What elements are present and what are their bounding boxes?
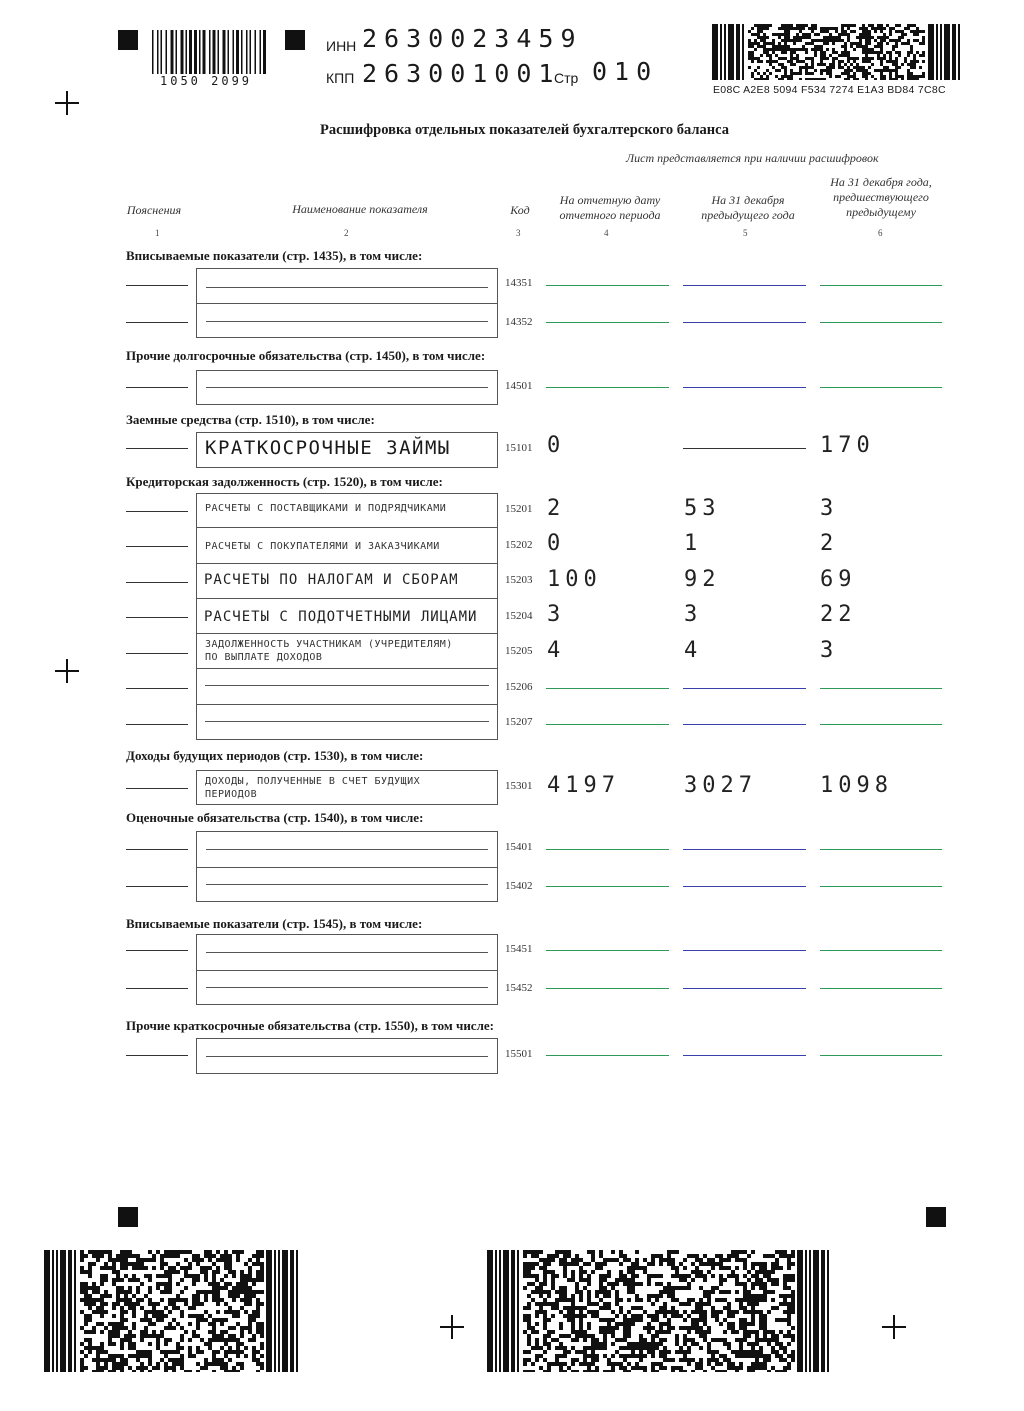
crosshair-mark xyxy=(440,1315,464,1339)
indicator-name-line2: ПО ВЫПЛАТЕ ДОХОДОВ xyxy=(205,652,323,663)
note-line[interactable] xyxy=(126,285,188,286)
note-line[interactable] xyxy=(126,788,188,789)
kpp-label: КПП xyxy=(326,70,355,86)
row-code: 14352 xyxy=(505,316,533,328)
value-line[interactable] xyxy=(683,849,806,850)
registration-square xyxy=(118,1207,138,1227)
col-number-2: 2 xyxy=(344,228,349,238)
section-title: Вписываемые показатели (стр. 1435), в том числе: xyxy=(126,248,423,263)
note-line[interactable] xyxy=(126,653,188,654)
page-label: Стр xyxy=(554,70,579,86)
value-col6: 22 xyxy=(820,602,857,627)
row-code: 14501 xyxy=(505,380,533,392)
col-number-3: 3 xyxy=(516,228,521,238)
value-line[interactable] xyxy=(683,988,806,989)
indicator-name: РАСЧЕТЫ С ПОКУПАТЕЛЯМИ И ЗАКАЗЧИКАМИ xyxy=(205,541,440,552)
inn-value: 2630023459 xyxy=(362,24,583,53)
row-code: 15207 xyxy=(505,716,533,728)
page-value: 010 xyxy=(592,57,659,86)
value-col4: 2 xyxy=(547,496,566,521)
value-line[interactable] xyxy=(683,724,806,725)
value-line[interactable] xyxy=(820,322,942,323)
note-line[interactable] xyxy=(126,617,188,618)
note-line[interactable] xyxy=(126,322,188,323)
note-line[interactable] xyxy=(126,582,188,583)
value-col6: 3 xyxy=(820,496,839,521)
value-col5: 92 xyxy=(684,567,721,592)
row-code: 15301 xyxy=(505,780,533,792)
value-col5: 53 xyxy=(684,496,721,521)
value-line[interactable] xyxy=(546,988,669,989)
value-line[interactable] xyxy=(683,950,806,951)
indicator-name-line2: ПЕРИОДОВ xyxy=(205,789,258,800)
pdf417-barcode-bottom-right xyxy=(487,1250,829,1372)
pdf417-barcode-bottom-left xyxy=(44,1250,298,1372)
col-header-3: Код xyxy=(510,203,530,217)
note-line[interactable] xyxy=(126,950,188,951)
section-title: Вписываемые показатели (стр. 1545), в том числе: xyxy=(126,916,423,931)
section-title: Прочие краткосрочные обязательства (стр. 1550), в том числе: xyxy=(126,1018,494,1033)
note-line[interactable] xyxy=(126,448,188,449)
checksum-text: E08C A2E8 5094 F534 7274 E1A3 BD84 7C8C xyxy=(713,84,946,96)
barcode-number: 1050 2099 xyxy=(160,74,253,88)
value-line[interactable] xyxy=(546,387,669,388)
value-line[interactable] xyxy=(820,950,942,951)
value-col4: 0 xyxy=(547,531,566,556)
indicator-name-line1: ДОХОДЫ, ПОЛУЧЕННЫЕ В СЧЕТ БУДУЩИХ xyxy=(205,776,421,787)
note-line[interactable] xyxy=(126,511,188,512)
registration-square xyxy=(926,1207,946,1227)
value-line[interactable] xyxy=(683,322,806,323)
row-code: 15452 xyxy=(505,982,533,994)
row-code: 15501 xyxy=(505,1048,533,1060)
indicator-name: РАСЧЕТЫ С ПОСТАВЩИКАМИ И ПОДРЯДЧИКАМИ xyxy=(205,503,447,514)
barcode-image xyxy=(152,30,270,74)
value-line[interactable] xyxy=(820,849,942,850)
value-line[interactable] xyxy=(820,886,942,887)
value-col4: 4 xyxy=(547,638,566,663)
col-number-6: 6 xyxy=(878,228,883,238)
value-col6: 170 xyxy=(820,433,875,458)
indicator-name-box xyxy=(196,1038,498,1074)
row-code: 15101 xyxy=(505,442,533,454)
row-code: 15401 xyxy=(505,841,533,853)
row-code: 15202 xyxy=(505,539,533,551)
value-line[interactable] xyxy=(683,688,806,689)
value-line[interactable] xyxy=(820,387,942,388)
value-col4: 4197 xyxy=(547,773,620,798)
section-title: Доходы будущих периодов (стр. 1530), в том числе: xyxy=(126,748,424,763)
value-col5: 3 xyxy=(684,602,703,627)
row-code: 15204 xyxy=(505,610,533,622)
col-number-4: 4 xyxy=(604,228,609,238)
col-number-1: 1 xyxy=(155,228,160,238)
value-line[interactable] xyxy=(546,950,669,951)
value-line[interactable] xyxy=(683,285,806,286)
value-line[interactable] xyxy=(683,387,806,388)
value-line[interactable] xyxy=(820,724,942,725)
value-col5: 3027 xyxy=(684,773,757,798)
col-header-1: Пояснения xyxy=(126,203,182,217)
col-header-5: На 31 декабря предыдущего года xyxy=(701,193,795,222)
value-col4: 3 xyxy=(547,602,566,627)
note-line[interactable] xyxy=(126,988,188,989)
note-line[interactable] xyxy=(126,546,188,547)
value-line[interactable] xyxy=(546,1055,669,1056)
value-line[interactable] xyxy=(546,285,669,286)
note-line[interactable] xyxy=(126,724,188,725)
value-col4: 100 xyxy=(547,567,602,592)
value-line[interactable] xyxy=(546,322,669,323)
row-code: 15205 xyxy=(505,645,533,657)
value-col4: 0 xyxy=(547,433,566,458)
value-col6: 2 xyxy=(820,531,839,556)
section-title: Оценочные обязательства (стр. 1540), в том числе: xyxy=(126,810,424,825)
value-line[interactable] xyxy=(683,448,806,449)
value-col6: 69 xyxy=(820,567,857,592)
col-number-5: 5 xyxy=(743,228,748,238)
note-line[interactable] xyxy=(126,1055,188,1056)
row-code: 14351 xyxy=(505,277,533,289)
indicator-name: КРАТКОСРОЧНЫЕ ЗАЙМЫ xyxy=(205,437,451,459)
section-title: Заемные средства (стр. 1510), в том числе: xyxy=(126,412,375,427)
col-header-6: На 31 декабря года, предшествующего предыдущему xyxy=(830,175,932,219)
registration-square xyxy=(118,30,138,50)
value-line[interactable] xyxy=(683,886,806,887)
value-line[interactable] xyxy=(820,688,942,689)
value-line[interactable] xyxy=(820,1055,942,1056)
col-header-4: На отчетную дату отчетного периода xyxy=(559,193,661,222)
page-title: Расшифровка отдельных показателей бухгалтерского баланса xyxy=(320,122,729,138)
value-line[interactable] xyxy=(820,988,942,989)
value-col6: 1098 xyxy=(820,773,893,798)
row-code: 15203 xyxy=(505,574,533,586)
note-line[interactable] xyxy=(126,886,188,887)
crosshair-mark xyxy=(55,659,79,683)
value-col5: 4 xyxy=(684,638,703,663)
crosshair-mark xyxy=(55,91,79,115)
row-code: 15451 xyxy=(505,943,533,955)
row-code: 15206 xyxy=(505,681,533,693)
inn-label: ИНН xyxy=(326,38,357,54)
value-line[interactable] xyxy=(546,724,669,725)
value-line[interactable] xyxy=(820,285,942,286)
value-line[interactable] xyxy=(683,1055,806,1056)
note-line[interactable] xyxy=(126,387,188,388)
value-col6: 3 xyxy=(820,638,839,663)
section-title: Прочие долгосрочные обязательства (стр. 1450), в том числе: xyxy=(126,348,486,363)
page-subtitle: Лист представляется при наличии расшифровок xyxy=(626,151,879,165)
indicator-name: РАСЧЕТЫ С ПОДОТЧЕТНЫМИ ЛИЦАМИ xyxy=(204,609,478,625)
note-line[interactable] xyxy=(126,849,188,850)
value-col5: 1 xyxy=(684,531,703,556)
value-line[interactable] xyxy=(546,849,669,850)
value-line[interactable] xyxy=(546,688,669,689)
note-line[interactable] xyxy=(126,688,188,689)
pdf417-barcode-top xyxy=(712,24,960,80)
registration-square xyxy=(285,30,305,50)
indicator-name: РАСЧЕТЫ ПО НАЛОГАМ И СБОРАМ xyxy=(204,572,459,588)
crosshair-mark xyxy=(882,1315,906,1339)
row-code: 15201 xyxy=(505,503,533,515)
kpp-value: 263001001 xyxy=(362,59,561,88)
value-line[interactable] xyxy=(546,886,669,887)
indicator-name-line1: ЗАДОЛЖЕННОСТЬ УЧАСТНИКАМ (УЧРЕДИТЕЛЯМ) xyxy=(205,639,453,650)
col-header-2: Наименование показателя xyxy=(292,202,428,216)
row-code: 15402 xyxy=(505,880,533,892)
section-title: Кредиторская задолженность (стр. 1520), в том числе: xyxy=(126,474,443,489)
indicator-name-box xyxy=(196,370,498,405)
